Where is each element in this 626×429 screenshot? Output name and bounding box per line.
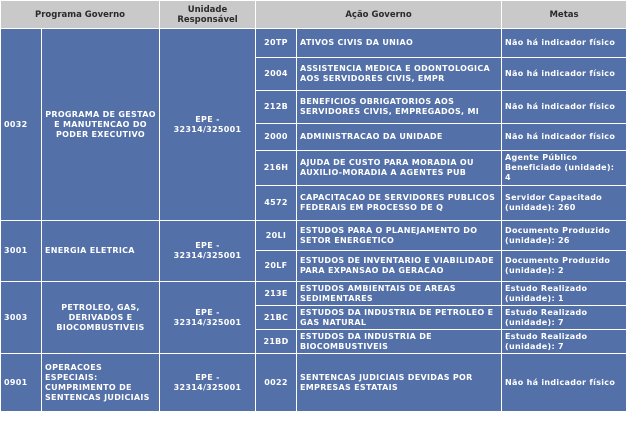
action-description: ASSISTENCIA MEDICA E ODONTOLOGICA AOS SERVIDORES CIVIS, EMPR — [297, 58, 501, 90]
program-name: PETROLEO, GAS, DERIVADOS E BIOCOMBUSTIVEIS — [42, 282, 159, 353]
action-description: ATIVOS CIVIS DA UNIAO — [297, 29, 501, 57]
action-code: 21BD — [256, 330, 296, 353]
action-description: ESTUDOS DE INVENTARIO E VIABILIDADE PARA EXPANSAO DA GERACAO — [297, 251, 501, 281]
responsible-unit: EPE - 32314/325001 — [160, 221, 255, 281]
action-meta: Não há indicador físico — [502, 29, 626, 57]
action-meta: Agente Público Beneficiado (unidade): 4 — [502, 151, 626, 185]
header-acao-governo: Ação Governo — [256, 1, 501, 28]
program-name: ENERGIA ELETRICA — [42, 221, 159, 281]
action-meta: Estudo Realizado (unidade): 7 — [502, 330, 626, 353]
header-row — [1, 1, 626, 28]
action-code: 20TP — [256, 29, 296, 57]
header-unidade-responsavel: Unidade Responsável — [160, 1, 255, 28]
action-description: CAPACITACAO DE SERVIDORES PUBLICOS FEDERAIS EM PROCESSO DE Q — [297, 186, 501, 220]
action-code: 216H — [256, 151, 296, 185]
action-code: 213E — [256, 282, 296, 305]
action-description: ESTUDOS DA INDUSTRIA DE BIOCOMBUSTIVEIS — [297, 330, 501, 353]
program-code: 0032 — [1, 29, 41, 220]
action-code: 20LF — [256, 251, 296, 281]
action-description: ESTUDOS PARA O PLANEJAMENTO DO SETOR ENERGETICO — [297, 221, 501, 250]
table-row — [1, 354, 626, 411]
action-description: SENTENCAS JUDICIAIS DEVIDAS POR EMPRESAS ESTATAIS — [297, 354, 501, 411]
action-description: AJUDA DE CUSTO PARA MORADIA OU AUXILIO-MORADIA A AGENTES PUB — [297, 151, 501, 185]
action-code: 20LI — [256, 221, 296, 250]
action-code: 0022 — [256, 354, 296, 411]
program-code: 3003 — [1, 282, 41, 353]
header-metas: Metas — [502, 1, 626, 28]
program-name: OPERACOES ESPECIAIS: CUMPRIMENTO DE SENTENCAS JUDICIAIS — [42, 354, 159, 411]
program-code: 3001 — [1, 221, 41, 281]
table-row — [1, 221, 626, 250]
action-meta: Não há indicador físico — [502, 124, 626, 150]
responsible-unit: EPE - 32314/325001 — [160, 29, 255, 220]
action-description: ESTUDOS DA INDUSTRIA DE PETROLEO E GAS NATURAL — [297, 306, 501, 329]
table-row — [1, 29, 626, 57]
program-name: PROGRAMA DE GESTAO E MANUTENCAO DO PODER EXECUTIVO — [42, 29, 159, 220]
table-row — [1, 282, 626, 305]
action-meta: Não há indicador físico — [502, 354, 626, 411]
action-meta: Estudo Realizado (unidade): 7 — [502, 306, 626, 329]
action-code: 2000 — [256, 124, 296, 150]
action-code: 212B — [256, 91, 296, 123]
action-meta: Servidor Capacitado (unidade): 260 — [502, 186, 626, 220]
action-description: ESTUDOS AMBIENTAIS DE AREAS SEDIMENTARES — [297, 282, 501, 305]
program-code: 0901 — [1, 354, 41, 411]
header-programa-governo: Programa Governo — [1, 1, 159, 28]
responsible-unit: EPE - 32314/325001 — [160, 354, 255, 411]
action-meta: Documento Produzido (unidade): 2 — [502, 251, 626, 281]
action-meta: Não há indicador físico — [502, 58, 626, 90]
action-meta: Estudo Realizado (unidade): 1 — [502, 282, 626, 305]
action-description: ADMINISTRACAO DA UNIDADE — [297, 124, 501, 150]
responsible-unit: EPE - 32314/325001 — [160, 282, 255, 353]
action-meta: Documento Produzido (unidade): 26 — [502, 221, 626, 250]
action-meta: Não há indicador físico — [502, 91, 626, 123]
action-description: BENEFICIOS OBRIGATORIOS AOS SERVIDORES CIVIS, EMPREGADOS, MI — [297, 91, 501, 123]
action-code: 4572 — [256, 186, 296, 220]
action-code: 21BC — [256, 306, 296, 329]
action-code: 2004 — [256, 58, 296, 90]
